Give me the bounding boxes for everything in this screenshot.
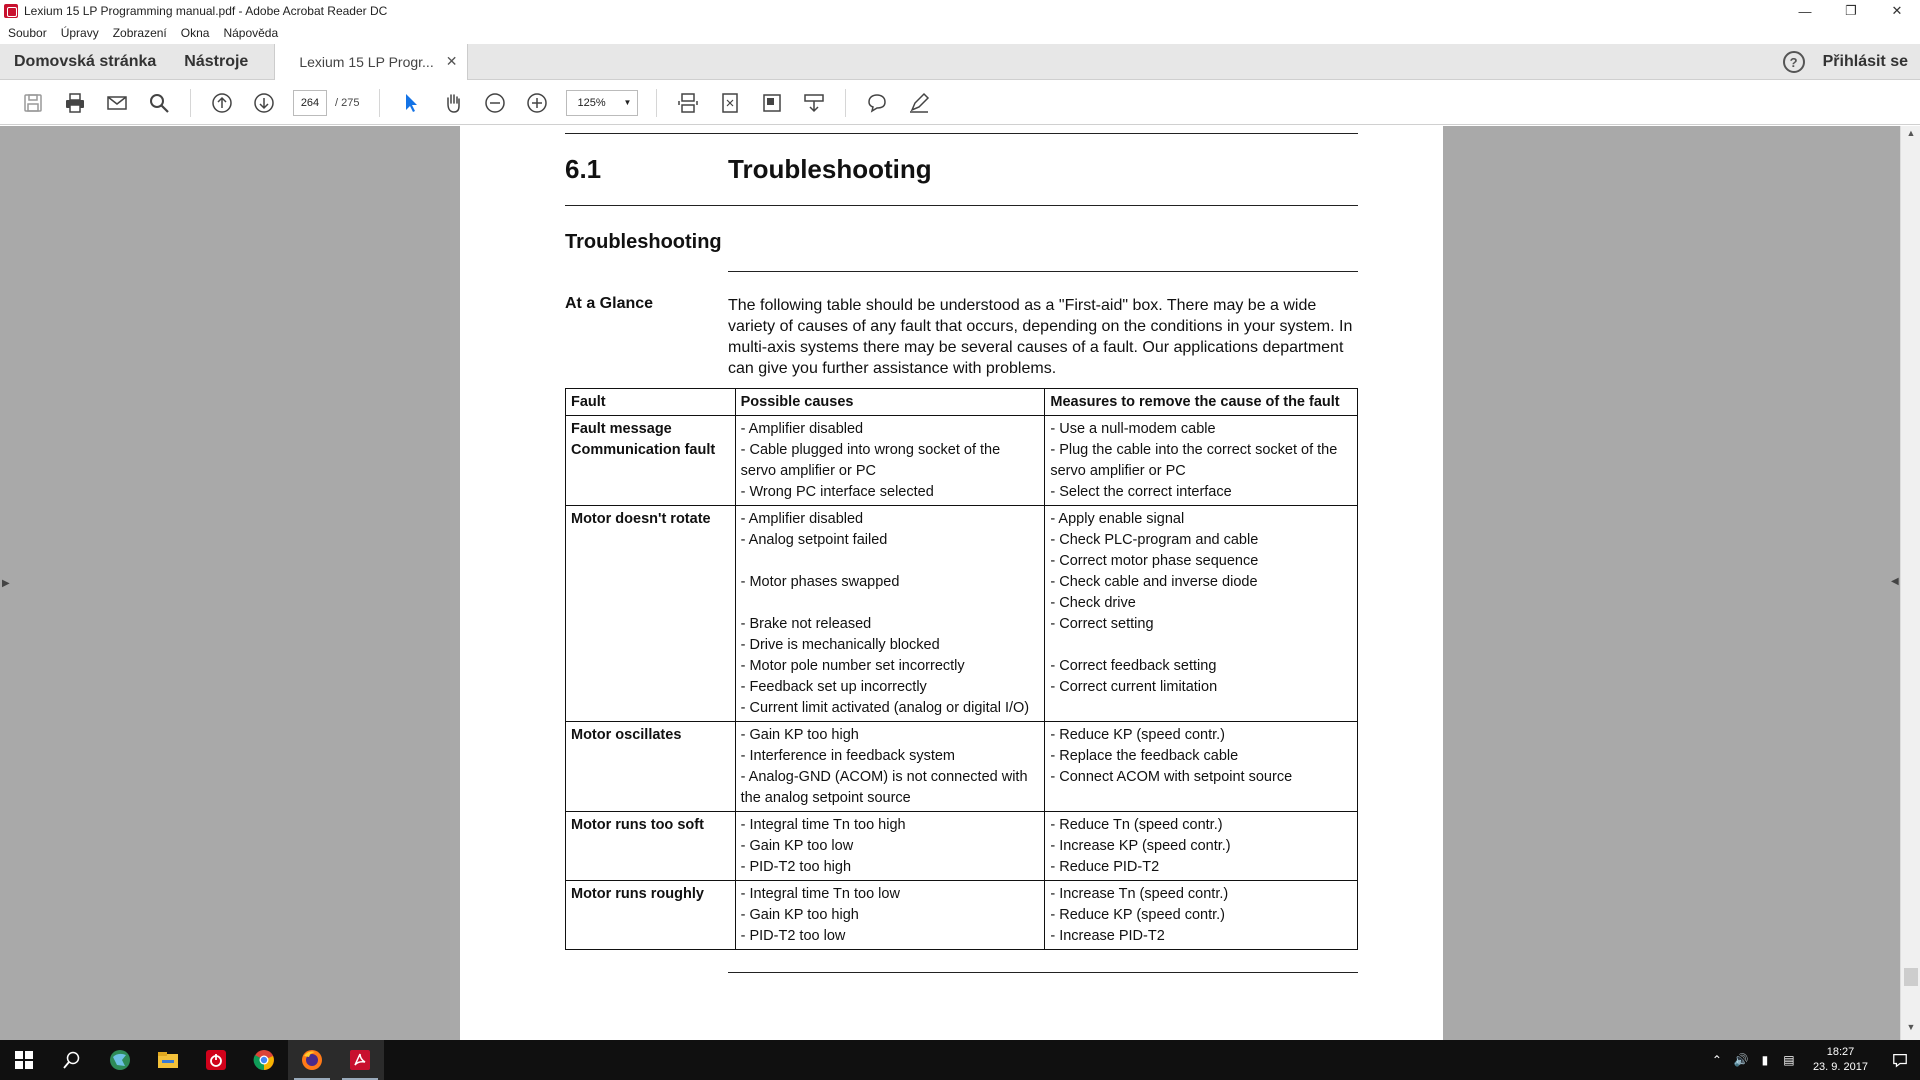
header-measures: Measures to remove the cause of the fault [1045,389,1358,416]
causes-cell-line: - Gain KP too high [740,907,859,923]
causes-cell-line: - Integral time Tn too low [740,886,900,902]
table-row [566,722,1358,812]
measures-cell-line: - Reduce Tn (speed contr.) [1050,817,1223,833]
causes-cell [735,506,1045,722]
measures-cell-line: - Use a null-modem cable [1050,421,1216,437]
causes-cell [735,722,1045,812]
table-header-row [566,389,1358,416]
measures-cell-line: - Connect ACOM with setpoint source [1050,769,1293,785]
causes-cell-line: - Feedback set up incorrectly [740,679,927,695]
toolbar-separator [656,89,657,117]
causes-cell-line: servo amplifier or PC [740,463,876,479]
causes-cell-line: - Analog setpoint failed [740,532,888,548]
highlight-pen-icon[interactable] [905,89,933,117]
causes-cell-line: - Brake not released [740,616,872,632]
email-icon[interactable] [103,89,131,117]
zoom-select[interactable] [566,90,638,116]
causes-cell-line: - Motor phases swapped [740,574,900,590]
menu-napoveda[interactable]: Nápověda [223,26,279,40]
causes-cell [735,812,1045,881]
menu-upravy[interactable]: Úpravy [60,26,99,40]
table-row [566,416,1358,506]
causes-cell-line: - Integral time Tn too high [740,817,906,833]
causes-cell-line: - PID-T2 too low [740,928,846,944]
fault-cell-line: Motor runs too soft [571,817,704,833]
table-row [566,812,1358,881]
causes-cell-line: - Gain KP too low [740,838,854,854]
measures-cell-line: - Correct feedback setting [1050,658,1217,674]
clock-time: 18:27 [1826,1046,1855,1058]
tab-home[interactable]: Domovská stránka [14,52,157,70]
causes-cell-line: - Cable plugged into wrong socket of the [740,442,1001,458]
save-icon[interactable] [19,89,47,117]
fault-cell [566,416,736,506]
measures-cell-line: - Correct current limitation [1050,679,1218,695]
section-number: 6.1 [565,154,602,184]
toolbar [0,81,1920,125]
blank-line [741,551,1040,572]
show-hidden-icons-icon[interactable]: ⌃ [1711,1053,1722,1067]
network-icon[interactable]: ▤ [1783,1053,1795,1067]
close-window-button[interactable]: ✕ [1891,3,1903,18]
windows-start-icon[interactable] [0,1040,48,1080]
causes-cell-line: - PID-T2 too high [740,859,852,875]
measures-cell-line: servo amplifier or PC [1050,463,1186,479]
chrome-icon[interactable] [240,1040,288,1080]
divider-line [728,972,1358,973]
measures-cell [1045,812,1358,881]
close-tab-icon[interactable]: ✕ [445,53,458,69]
header-causes: Possible causes [735,389,1045,416]
tab-tools[interactable]: Nástroje [184,52,249,70]
next-page-icon[interactable] [250,89,278,117]
toolbar-separator [190,89,191,117]
previous-page-icon[interactable] [208,89,236,117]
hand-tool-icon[interactable] [439,89,467,117]
causes-cell-line: - Gain KP too high [740,727,859,743]
measures-cell-line: - Correct setting [1050,616,1154,632]
measures-cell-line: - Increase Tn (speed contr.) [1050,886,1229,902]
taskbar [0,1040,1920,1080]
causes-cell-line: - Motor pole number set incorrectly [740,658,965,674]
fit-page-icon[interactable] [716,89,744,117]
acrobat-taskbar-icon[interactable] [336,1040,384,1080]
fault-cell [566,722,736,812]
zoom-out-icon[interactable] [481,89,509,117]
causes-cell-line: - Drive is mechanically blocked [740,637,940,653]
measures-cell-line: - Increase PID-T2 [1050,928,1165,944]
acrobat-app-icon [4,4,18,18]
measures-cell-line: - Correct motor phase sequence [1050,553,1259,569]
notification-center-icon[interactable] [1880,1040,1920,1080]
account-area [1783,44,1908,80]
menu-okna[interactable]: Okna [180,26,210,40]
print-icon[interactable] [61,89,89,117]
scrollbar-thumb[interactable] [1904,968,1918,986]
restore-button[interactable]: ❐ [1845,3,1857,18]
file-explorer-icon[interactable] [144,1040,192,1080]
glance-label: At a Glance [565,295,654,312]
causes-cell-line: - Current limit activated (analog or digital I/O) [740,700,1030,716]
measures-cell-line: - Apply enable signal [1050,511,1185,527]
causes-cell-line: - Wrong PC interface selected [740,484,934,500]
fault-cell [566,812,736,881]
zoom-in-icon[interactable] [523,89,551,117]
section-title: Troubleshooting [728,154,932,184]
measures-cell-line: - Select the correct interface [1050,484,1232,500]
measures-cell-line: - Check drive [1050,595,1136,611]
blank-line [1050,635,1352,656]
measures-cell-line: - Replace the feedback cable [1050,748,1239,764]
causes-cell [735,881,1045,950]
fault-cell-line: Communication fault [571,442,716,458]
troubleshooting-table [565,388,1358,950]
fault-cell-line: Motor runs roughly [571,886,704,902]
globe-app-icon[interactable] [96,1040,144,1080]
table-row [566,881,1358,950]
clock-date: 23. 9. 2017 [1812,1061,1868,1073]
fault-cell-line: Motor oscillates [571,727,682,743]
zoom-value: 125% [577,96,606,109]
document-tab-label: Lexium 15 LP Progr... [299,53,434,70]
menu-soubor[interactable]: Soubor [8,26,47,40]
help-icon[interactable]: ? [1783,51,1805,73]
causes-cell-line: - Interference in feedback system [740,748,956,764]
vertical-scrollbar[interactable] [1900,126,1920,1040]
measures-cell-line: - Plug the cable into the correct socket of the [1050,442,1338,458]
right-panel-toggle[interactable] [1891,126,1900,1040]
measures-cell [1045,722,1358,812]
causes-cell [735,416,1045,506]
causes-cell-line: - Amplifier disabled [740,421,864,437]
firefox-icon[interactable] [288,1040,336,1080]
scroll-down-icon[interactable]: ▼ [1906,1022,1916,1032]
clock[interactable] [1813,1045,1868,1075]
fault-cell-line: Motor doesn't rotate [571,511,711,527]
tab-document[interactable] [274,44,468,80]
expand-right-icon: ◀ [1891,576,1899,587]
toolbar-separator [845,89,846,117]
fault-cell [566,881,736,950]
full-screen-icon[interactable] [758,89,786,117]
select-cursor-icon[interactable] [397,89,425,117]
causes-cell-line: - Amplifier disabled [740,511,864,527]
header-fault: Fault [566,389,736,416]
chevron-down-icon: ▼ [623,98,632,107]
measures-cell-line: - Reduce PID-T2 [1050,859,1160,875]
measures-cell-line: - Reduce KP (speed contr.) [1050,907,1225,923]
toolbar-separator [379,89,380,117]
table-row [566,506,1358,722]
tab-bar [0,44,1920,80]
window-title: Lexium 15 LP Programming manual.pdf - Adobe Acrobat Reader DC [24,4,388,18]
measures-cell [1045,506,1358,722]
pdf-page [460,126,1443,1040]
divider-line [565,133,1358,134]
subsection-title: Troubleshooting [565,231,722,253]
read-mode-icon[interactable] [800,89,828,117]
left-panel-toggle[interactable] [0,126,12,1040]
search-icon[interactable] [145,89,173,117]
title-bar [0,0,1920,22]
causes-cell-line: the analog setpoint source [740,790,911,806]
battery-icon[interactable]: ▮ [1761,1053,1769,1067]
measures-cell-line: - Check cable and inverse diode [1050,574,1258,590]
document-viewer[interactable] [0,126,1920,1040]
system-tray [1705,1040,1920,1080]
measures-cell [1045,881,1358,950]
divider-line [565,205,1358,206]
comment-icon[interactable] [863,89,891,117]
window-controls [1782,0,1920,22]
page-total: / 275 [335,96,360,109]
fault-cell-line: Fault message [571,421,672,437]
measures-cell [1045,416,1358,506]
divider-line [728,271,1358,272]
minimize-button[interactable]: — [1798,3,1812,19]
menu-bar [0,22,1920,44]
search-icon[interactable] [48,1040,96,1080]
menu-zobrazeni[interactable]: Zobrazení [112,26,167,40]
measures-cell-line: - Reduce KP (speed contr.) [1050,727,1225,743]
scroll-up-icon[interactable]: ▲ [1906,128,1916,138]
signin-button[interactable]: Přihlásit se [1822,53,1908,70]
power-app-icon[interactable] [192,1040,240,1080]
blank-line [741,593,1040,614]
volume-icon[interactable]: 🔊 [1733,1053,1749,1067]
fault-cell [566,506,736,722]
scroll-mode-icon[interactable] [674,89,702,117]
measures-cell-line: - Increase KP (speed contr.) [1050,838,1231,854]
expand-left-icon: ▶ [2,578,10,589]
measures-cell-line: - Check PLC-program and cable [1050,532,1259,548]
causes-cell-line: - Analog-GND (ACOM) is not connected with [740,769,1028,785]
page-number-input[interactable]: 264 [293,90,327,116]
glance-text: The following table should be understood as a "First-aid" box. There may be a wide variety of causes of any fault that occurs, depending on the conditions in your system. In multi-axis systems there may be several causes of a fault. Our applications department can give you further assistance with problems. [728,297,1353,377]
